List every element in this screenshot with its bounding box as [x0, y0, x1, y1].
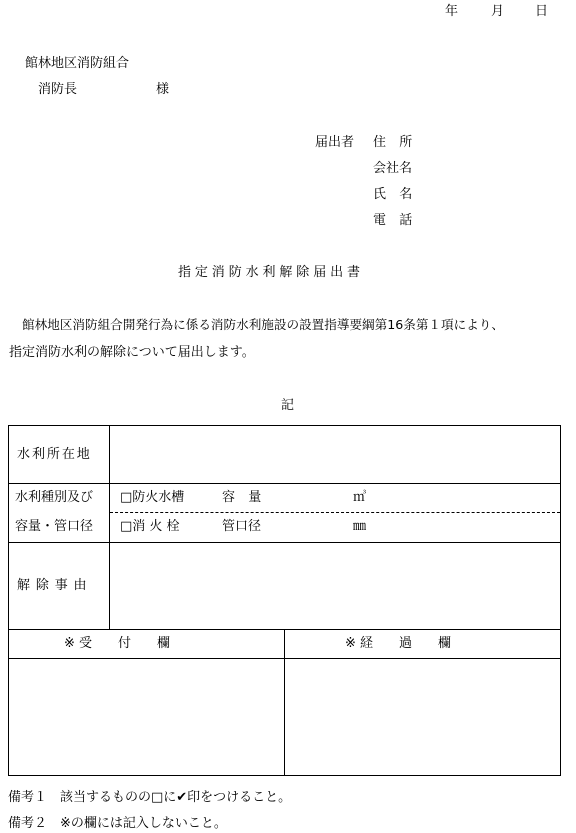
- row-divider-1: [8, 483, 561, 484]
- applicant-address-label: 住 所: [373, 135, 417, 150]
- applicant-name-label: 氏 名: [373, 187, 417, 202]
- row-divider-2: [8, 542, 561, 543]
- tank-unit: ㎥: [353, 490, 367, 505]
- document-body-line1: 館林地区消防組合開発行為に係る消防水利施設の設置指導要綱第16条第１項により、: [22, 317, 504, 332]
- row-divider-3: [8, 629, 561, 630]
- hydrant-diameter-label: 管口径: [222, 519, 262, 534]
- receipt-area: [10, 660, 283, 774]
- progress-header: ※ 経 過 欄: [345, 636, 452, 651]
- document-title: 指定消防水利解除届出書: [178, 265, 364, 280]
- note-2: 備考２ ※の欄には記入しないこと。: [8, 816, 227, 831]
- table-border-bottom: [8, 775, 561, 776]
- tank-capacity-label: 容 量: [222, 490, 266, 505]
- date-year-label: 年: [445, 4, 459, 19]
- note-1: 備考１ 該当するものの□に✔印をつけること。: [8, 790, 292, 805]
- table-border-right: [560, 425, 561, 776]
- location-label: 水利所在地: [17, 447, 92, 462]
- center-column-divider: [284, 629, 285, 776]
- reason-input-area[interactable]: [111, 544, 559, 628]
- reason-label: 解除事由: [17, 578, 93, 593]
- applicant-phone-label: 電 話: [373, 213, 417, 228]
- type-row-dashed-divider: [110, 512, 560, 513]
- date-month-label: 月: [491, 4, 505, 19]
- hydrant-option-checkbox[interactable]: □消 火 栓: [120, 519, 180, 534]
- date-day-label: 日: [535, 4, 549, 19]
- hydrant-unit: ㎜: [353, 519, 367, 534]
- addressee-org: 館林地区消防組合: [25, 56, 130, 71]
- table-border-top: [8, 425, 561, 426]
- addressee-title: 消防長: [38, 82, 78, 97]
- progress-area: [286, 660, 559, 774]
- applicant-role: 届出者: [315, 135, 355, 150]
- type-label-line2: 容量・管口径: [15, 519, 94, 534]
- receipt-header: ※ 受 付 欄: [64, 636, 171, 651]
- location-input-area[interactable]: [111, 427, 559, 482]
- document-body-line2: 指定消防水利の解除について届出します。: [9, 345, 255, 360]
- row-divider-4: [8, 658, 561, 659]
- type-label-line1: 水利種別及び: [15, 490, 94, 505]
- tank-option-checkbox[interactable]: □防火水槽: [120, 490, 185, 505]
- addressee-honorific: 様: [156, 82, 170, 97]
- table-border-left: [8, 425, 9, 776]
- ki-label: 記: [281, 398, 295, 413]
- label-column-divider: [109, 425, 110, 630]
- applicant-company-label: 会社名: [373, 161, 413, 176]
